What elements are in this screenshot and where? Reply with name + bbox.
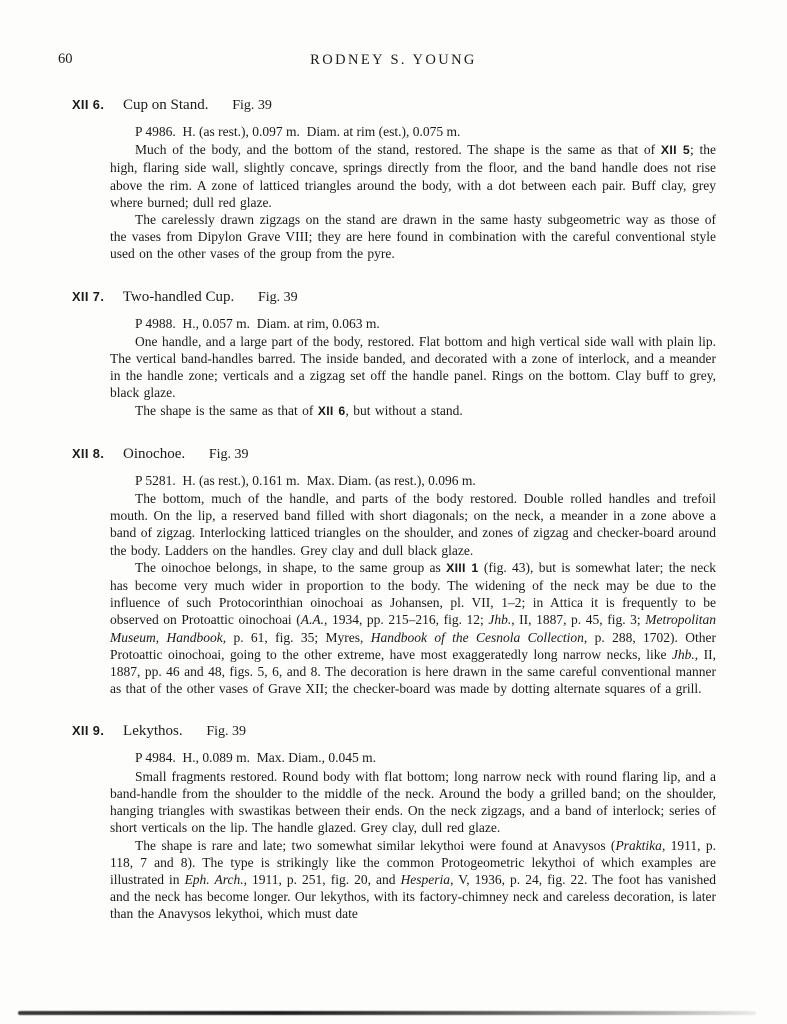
text-run: , but without a stand.: [345, 402, 463, 418]
text-run: A.A.: [300, 612, 325, 628]
entry-heading: [72, 287, 716, 308]
entry-figure-ref: Fig. 39: [257, 289, 298, 305]
page-number: 60: [58, 51, 73, 67]
text-run: , 1911, p. 251, fig. 20, and: [243, 871, 401, 887]
text-run: XII 6: [317, 403, 346, 418]
entry-number: XII 9.: [72, 723, 105, 739]
entry-title: Two-handled Cup.: [122, 288, 235, 305]
text-run: Handbook of the Cesnola Collection: [370, 629, 584, 645]
text-run: ; the high, flaring side wall, slightly concave, springs directly from the floor, and the band handle does not rise above the rim. A zone of latticed triangles around the body, with a dot between each pair. Buff clay, grey where burned; dull red glaze.: [110, 142, 716, 210]
text-run: The carelessly drawn zigzags on the stand are drawn in the same hasty subgeometric way as those of the vases from Dipylon Grave VIII; they are here found in combination with the careful conventional style used on the other vases of the group from the pyre.: [110, 212, 716, 262]
entry-paragraph: [110, 333, 716, 402]
text-run: Much of the body, and the bottom of the stand, restored. The shape is the same as that of: [135, 142, 661, 158]
text-run: , p. 61, fig. 35; Myres,: [222, 629, 371, 645]
running-title: RODNEY S. YOUNG: [310, 52, 477, 68]
entry-title: Oinochoe.: [123, 445, 186, 462]
text-run: , II, 1887, pp. 46 and 48, figs. 5, 6, and 8. The decoration is here drawn in the same careful conventional manner as that of the other vases of Grave XII; the checker-board was made by dotting alternate squares of a grill.: [110, 646, 716, 697]
text-run: (fig. 43), but is somewhat later; the neck has become very much wider in proportion to the body. The widening of the neck may be due to the influence of such Protocorinthian oinochoai as Johansen, pl. VII, 1–2; in Attica it is frequently to be observed on Protoattic oinochoai (: [110, 559, 716, 628]
catalog-measurements: P 4984. H., 0.089 m. Max. Diam., 0.045 m.: [135, 750, 376, 766]
catalog-entry-xii-9: [72, 721, 716, 922]
page-content: [72, 95, 717, 923]
text-run: The shape is the same as that of: [135, 402, 318, 418]
text-run: Jhb.: [671, 646, 695, 662]
catalog-entry-xii-8: [72, 444, 717, 698]
entry-heading: [72, 444, 716, 465]
entry-title: Cup on Stand.: [123, 97, 209, 113]
entry-paragraph: [110, 211, 716, 263]
entry-paragraph: [110, 768, 716, 837]
entry-paragraph: [110, 559, 716, 698]
scan-artifact: [18, 1011, 756, 1015]
entry-number: XII 7.: [72, 288, 105, 304]
entry-paragraph: [110, 402, 716, 420]
entry-heading: [72, 95, 716, 116]
text-run: , p. 288, 1702). Other Protoattic oinochoai, going to the other extreme, have most exaggeratedly long narrow necks, like: [110, 629, 717, 662]
catalog-measurements: P 4988. H., 0.057 m. Diam. at rim, 0.063 m.: [135, 315, 380, 331]
entry-figure-ref: Fig. 39: [232, 98, 272, 113]
entry-figure-ref: Fig. 39: [208, 446, 249, 462]
text-run: XIII 1: [446, 560, 479, 575]
text-run: , 1934, pp. 215–216, fig. 12;: [324, 612, 489, 628]
text-run: Eph. Arch.: [184, 871, 244, 887]
text-run: Jhb.: [488, 612, 512, 628]
text-run: , V, 1936, p. 24, fig. 22. The foot has vanished and the neck has become longer. Our lekythos, with its factory-chimney neck and careless decoration, is later than the Anavysos lekythoi, which must date: [110, 871, 716, 922]
text-run: One handle, and a large part of the body, restored. Flat bottom and high vertical side wall with plain lip. The vertical band-handles barred. The inside banded, and decorated with a zone of interlock, and a meander in the handle zone; verticals and a zigzag set off the handle panel. Rings on the bottom. Clay buff to grey, black glaze.: [110, 333, 716, 401]
text-run: The oinochoe belongs, in shape, to the same group as: [135, 559, 447, 575]
catalog-entry-xii-6: [72, 95, 716, 263]
catalog-entry-xii-7: [72, 287, 716, 420]
entry-number: XII 8.: [72, 445, 105, 461]
text-run: The shape is rare and late; two somewhat similar lekythoi were found at Anavysos (: [135, 837, 616, 853]
text-run: Praktika: [615, 837, 662, 853]
catalog-measurements: P 4986. H. (as rest.), 0.097 m. Diam. at rim (est.), 0.075 m.: [135, 124, 461, 139]
text-run: , 1911, p. 118, 7 and 8). The type is strikingly like the common Protogeometric lekythoi of which examples are illustrated in: [110, 837, 716, 887]
text-run: XII 5: [660, 143, 691, 158]
entry-paragraph: [110, 490, 716, 559]
text-run: Hesperia: [400, 871, 451, 887]
text-run: The bottom, much of the handle, and parts of the body restored. Double rolled handles and trefoil mouth. On the lip, a reserved band filled with short diagonals; on the neck, a meander in a zone above a band of zigzag. Interlocking latticed triangles on the shoulder, and zones of zigzag and checker-board around the body. Ladders on the handles. Grey clay and dull black glaze.: [110, 491, 716, 558]
entry-title: Lekythos.: [123, 723, 183, 740]
text-run: Metropolitan Museum, Handbook: [110, 612, 716, 645]
text-run: Small fragments restored. Round body with flat bottom; long narrow neck with round flaring lip, and a band-handle from the shoulder to the middle of the neck. Around the body a grilled band; on the shoulder, hanging triangles with swastikas between their ends. On the neck zigzags, and a band of interlock; series of short verticals on the lip. The handle glazed. Grey clay, dull red glaze.: [110, 768, 716, 836]
text-run: , II, 1887, p. 45, fig. 3;: [511, 612, 646, 628]
entry-number: XII 6.: [72, 97, 105, 112]
page-header: [0, 0, 787, 71]
entry-paragraph: [110, 141, 716, 211]
entry-heading: [72, 721, 716, 742]
entry-paragraph: [110, 837, 716, 923]
catalog-measurements: P 5281. H. (as rest.), 0.161 m. Max. Diam. (as rest.), 0.096 m.: [135, 472, 476, 488]
entry-figure-ref: Fig. 39: [206, 724, 247, 740]
